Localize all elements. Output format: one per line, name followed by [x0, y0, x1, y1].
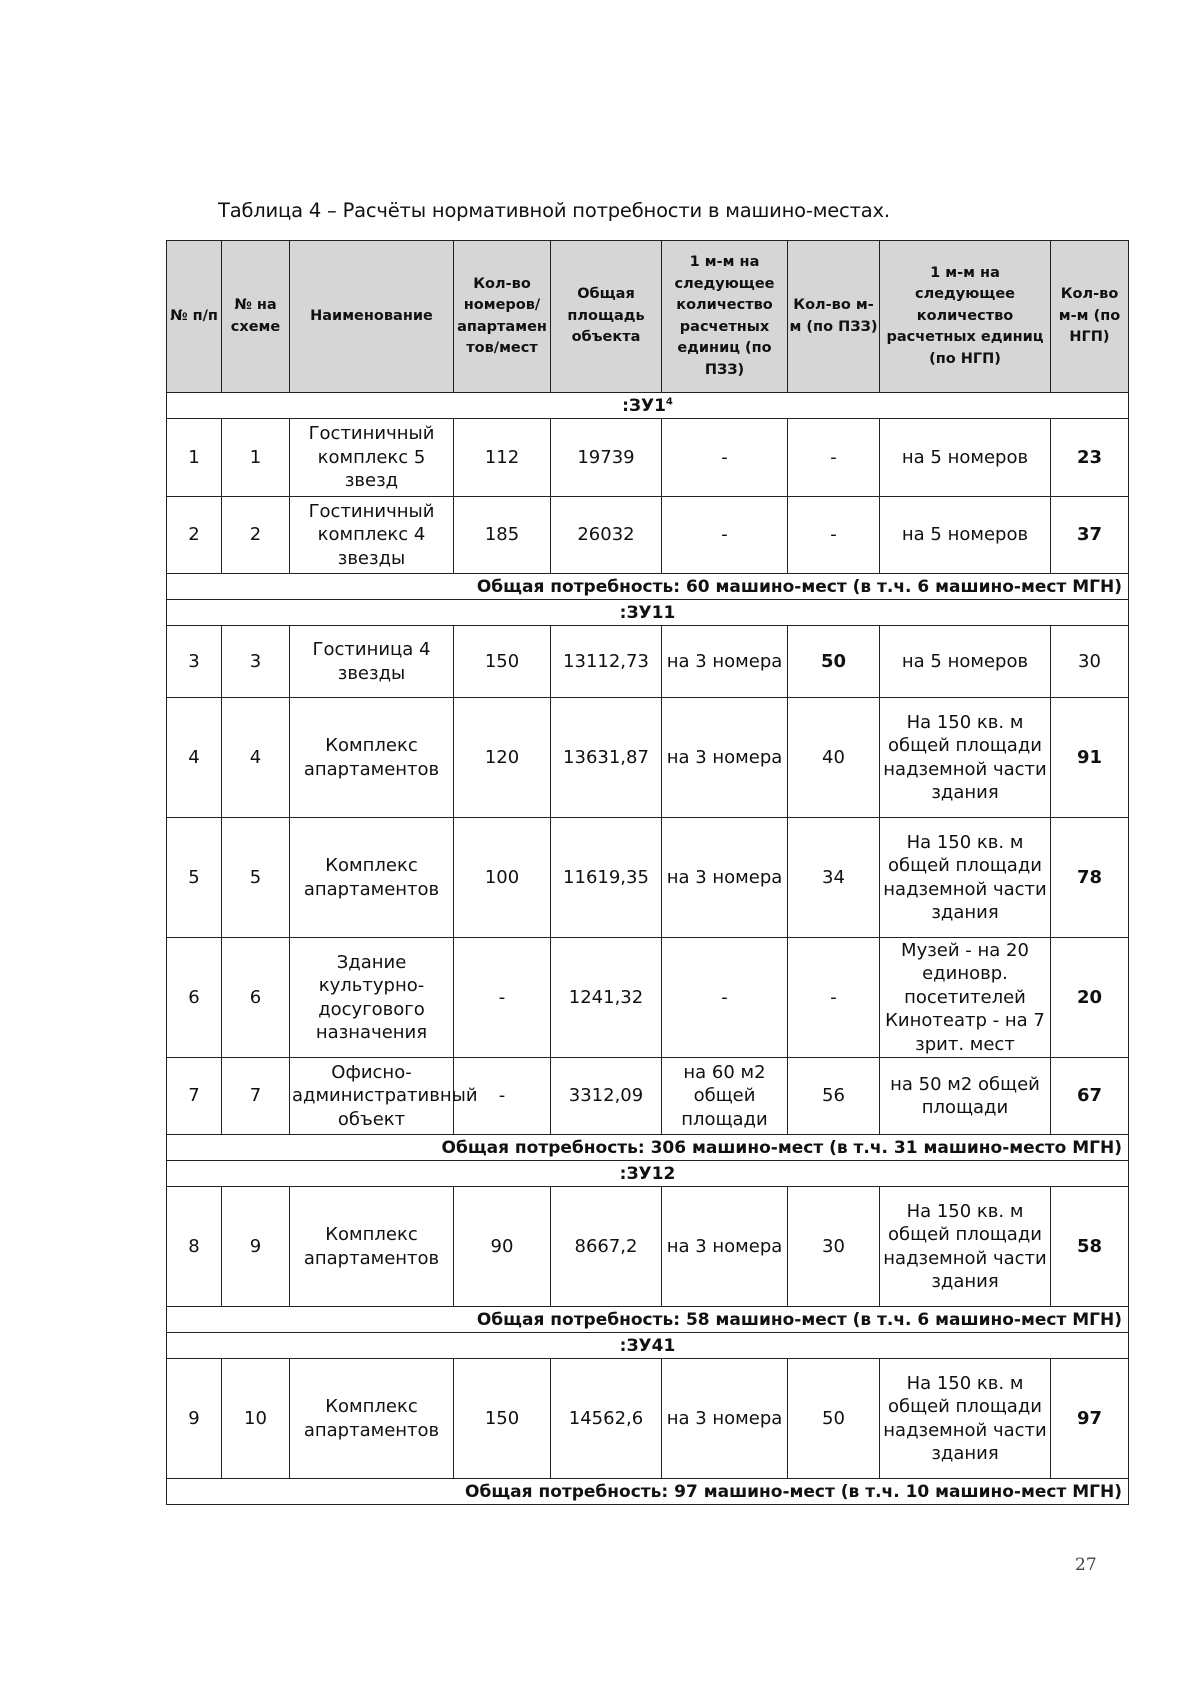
section-label: :ЗУ41	[167, 1333, 1129, 1359]
page-number: 27	[1075, 1555, 1097, 1575]
cell-name: Гостиница 4 звезды	[290, 626, 454, 698]
cell-name: Комплекс апартаментов	[290, 1359, 454, 1479]
cell-rooms: 90	[454, 1187, 551, 1307]
cell-name: Комплекс апартаментов	[290, 1187, 454, 1307]
cell-name: Гостиничный комплекс 4 звезды	[290, 497, 454, 574]
cell-per-pzz: -	[662, 938, 788, 1058]
cell-rooms: 150	[454, 626, 551, 698]
cell-name: Гостиничный комплекс 5 звезд	[290, 419, 454, 497]
cell-area: 26032	[551, 497, 662, 574]
cell-count-ngp: 78	[1051, 818, 1129, 938]
header-count-pzz: Кол-во м-м (по ПЗЗ)	[788, 241, 880, 393]
cell-count-ngp: 58	[1051, 1187, 1129, 1307]
header-area: Общая площадь объекта	[551, 241, 662, 393]
total-row	[167, 1307, 1129, 1333]
cell-count-pzz: 50	[788, 1359, 880, 1479]
parking-requirements-table	[166, 240, 1129, 1505]
cell-rooms: 100	[454, 818, 551, 938]
cell-scheme: 3	[222, 626, 290, 698]
cell-rooms: -	[454, 1058, 551, 1135]
cell-num: 9	[167, 1359, 222, 1479]
cell-count-pzz: -	[788, 938, 880, 1058]
table-row	[167, 938, 1129, 1058]
section-row	[167, 1333, 1129, 1359]
table-row	[167, 1058, 1129, 1135]
cell-scheme: 9	[222, 1187, 290, 1307]
table-row	[167, 419, 1129, 497]
cell-count-ngp: 91	[1051, 698, 1129, 818]
cell-per-pzz: на 3 номера	[662, 1359, 788, 1479]
cell-rooms: -	[454, 938, 551, 1058]
cell-per-ngp: на 5 номеров	[880, 419, 1051, 497]
cell-num: 7	[167, 1058, 222, 1135]
cell-scheme: 2	[222, 497, 290, 574]
cell-count-pzz: 50	[788, 626, 880, 698]
cell-scheme: 5	[222, 818, 290, 938]
cell-area: 3312,09	[551, 1058, 662, 1135]
cell-per-ngp: На 150 кв. м общей площади надземной части здания	[880, 1187, 1051, 1307]
section-row	[167, 1161, 1129, 1187]
total-row	[167, 1135, 1129, 1161]
cell-num: 6	[167, 938, 222, 1058]
cell-rooms: 185	[454, 497, 551, 574]
cell-area: 1241,32	[551, 938, 662, 1058]
cell-count-pzz: -	[788, 419, 880, 497]
cell-count-pzz: -	[788, 497, 880, 574]
cell-per-ngp: на 50 м2 общей площади	[880, 1058, 1051, 1135]
cell-per-pzz: на 3 номера	[662, 1187, 788, 1307]
cell-name: Комплекс апартаментов	[290, 698, 454, 818]
cell-count-ngp: 67	[1051, 1058, 1129, 1135]
cell-per-pzz: -	[662, 419, 788, 497]
section-row	[167, 600, 1129, 626]
cell-count-ngp: 30	[1051, 626, 1129, 698]
cell-count-ngp: 20	[1051, 938, 1129, 1058]
cell-name: Комплекс апартаментов	[290, 818, 454, 938]
table-row	[167, 1359, 1129, 1479]
cell-count-ngp: 37	[1051, 497, 1129, 574]
total-row	[167, 574, 1129, 600]
cell-area: 13112,73	[551, 626, 662, 698]
section-label: :ЗУ12	[167, 1161, 1129, 1187]
cell-area: 11619,35	[551, 818, 662, 938]
table-header-row	[167, 241, 1129, 393]
cell-scheme: 6	[222, 938, 290, 1058]
cell-rooms: 112	[454, 419, 551, 497]
cell-num: 2	[167, 497, 222, 574]
cell-per-pzz: на 3 номера	[662, 626, 788, 698]
cell-count-pzz: 56	[788, 1058, 880, 1135]
cell-name: Офисно-административный объект	[290, 1058, 454, 1135]
cell-num: 3	[167, 626, 222, 698]
cell-num: 5	[167, 818, 222, 938]
cell-num: 1	[167, 419, 222, 497]
cell-name: Здание культурно-досугового назначения	[290, 938, 454, 1058]
cell-per-ngp: На 150 кв. м общей площади надземной части здания	[880, 1359, 1051, 1479]
cell-count-pzz: 40	[788, 698, 880, 818]
cell-scheme: 7	[222, 1058, 290, 1135]
cell-per-ngp: Музей - на 20 единовр. посетителей Кинотеатр - на 7 зрит. мест	[880, 938, 1051, 1058]
table-body	[167, 241, 1129, 1505]
table-caption: Таблица 4 – Расчёты нормативной потребности в машино-местах.	[218, 199, 890, 222]
section-row	[167, 393, 1129, 419]
cell-count-pzz: 34	[788, 818, 880, 938]
cell-rooms: 120	[454, 698, 551, 818]
cell-per-ngp: на 5 номеров	[880, 497, 1051, 574]
table-row	[167, 818, 1129, 938]
table-row	[167, 698, 1129, 818]
cell-per-pzz: -	[662, 497, 788, 574]
cell-area: 14562,6	[551, 1359, 662, 1479]
cell-num: 8	[167, 1187, 222, 1307]
cell-scheme: 1	[222, 419, 290, 497]
cell-num: 4	[167, 698, 222, 818]
cell-area: 19739	[551, 419, 662, 497]
cell-area: 8667,2	[551, 1187, 662, 1307]
total-label: Общая потребность: 306 машино-мест (в т.ч. 31 машино-место МГН)	[167, 1135, 1129, 1161]
cell-scheme: 4	[222, 698, 290, 818]
header-name: Наименование	[290, 241, 454, 393]
total-label: Общая потребность: 97 машино-мест (в т.ч. 10 машино-мест МГН)	[167, 1479, 1129, 1505]
cell-rooms: 150	[454, 1359, 551, 1479]
cell-area: 13631,87	[551, 698, 662, 818]
cell-per-pzz: на 3 номера	[662, 818, 788, 938]
total-label: Общая потребность: 60 машино-мест (в т.ч. 6 машино-мест МГН)	[167, 574, 1129, 600]
section-label: $:ЗУ1^4$	[167, 393, 1129, 419]
cell-per-ngp: На 150 кв. м общей площади надземной части здания	[880, 818, 1051, 938]
header-scheme: № на схеме	[222, 241, 290, 393]
header-rooms: Кол-во номеров/апартаментов/мест	[454, 241, 551, 393]
table-row	[167, 497, 1129, 574]
total-row	[167, 1479, 1129, 1505]
cell-scheme: 10	[222, 1359, 290, 1479]
cell-per-ngp: На 150 кв. м общей площади надземной части здания	[880, 698, 1051, 818]
cell-per-pzz: на 60 м2 общей площади	[662, 1058, 788, 1135]
cell-per-ngp: на 5 номеров	[880, 626, 1051, 698]
header-per-pzz: 1 м-м на следующее количество расчетных единиц (по ПЗЗ)	[662, 241, 788, 393]
header-num: № п/п	[167, 241, 222, 393]
table-row	[167, 626, 1129, 698]
section-label: :ЗУ11	[167, 600, 1129, 626]
table-row	[167, 1187, 1129, 1307]
header-count-ngp: Кол-во м-м (по НГП)	[1051, 241, 1129, 393]
cell-count-pzz: 30	[788, 1187, 880, 1307]
cell-per-pzz: на 3 номера	[662, 698, 788, 818]
header-per-ngp: 1 м-м на следующее количество расчетных единиц (по НГП)	[880, 241, 1051, 393]
cell-count-ngp: 23	[1051, 419, 1129, 497]
total-label: Общая потребность: 58 машино-мест (в т.ч. 6 машино-мест МГН)	[167, 1307, 1129, 1333]
cell-count-ngp: 97	[1051, 1359, 1129, 1479]
